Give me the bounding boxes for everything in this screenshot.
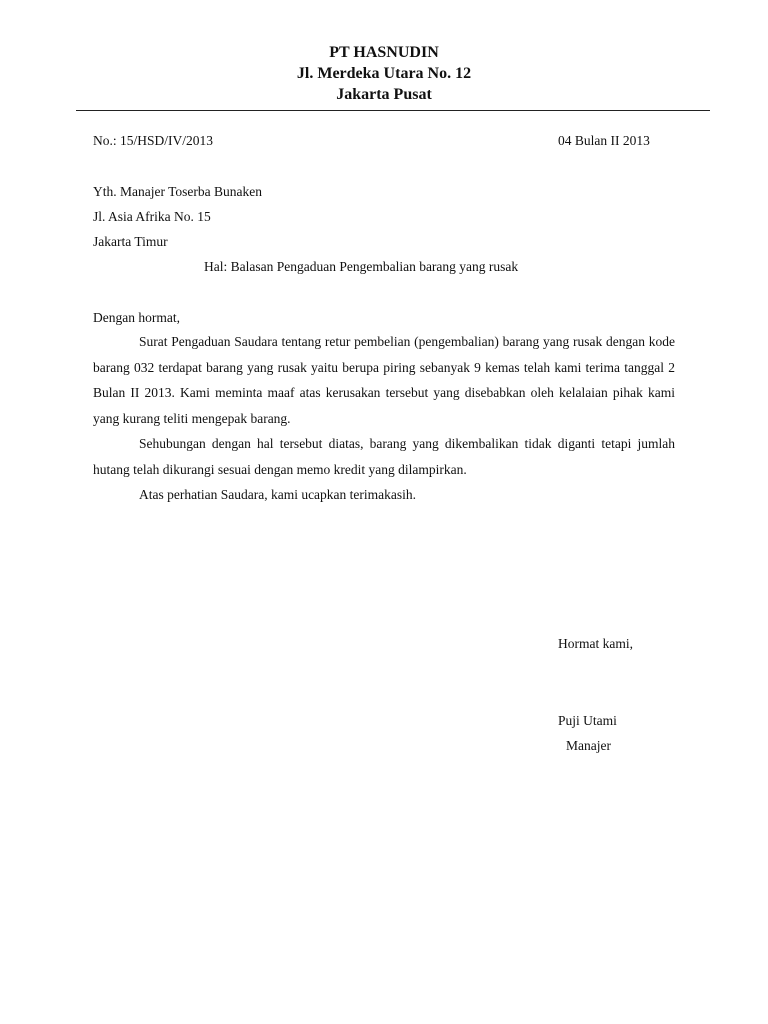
body-paragraph-2-text: Sehubungan dengan hal tersebut diatas, barang yang dikembalikan tidak diganti tetapi jumlah hutang telah dikurangi sesuai dengan memo kredit yang dilampirkan. <box>93 436 675 477</box>
company-city: Jakarta Pusat <box>336 86 432 103</box>
letter-number: No.: 15/HSD/IV/2013 <box>93 133 214 148</box>
letter-date: 04 Bulan II 2013 <box>558 133 650 148</box>
letterhead-divider <box>76 110 710 111</box>
company-name: PT HASNUDIN <box>329 44 439 61</box>
signer-title: Manajer <box>566 738 611 753</box>
body-paragraph-1 <box>93 329 675 431</box>
letter-subject: Hal: Balasan Pengaduan Pengembalian barang yang rusak <box>204 259 519 274</box>
recipient-line-3: Jakarta Timur <box>93 234 168 249</box>
recipient-line-2: Jl. Asia Afrika No. 15 <box>93 209 211 224</box>
body-paragraph-3 <box>93 482 675 508</box>
body-paragraph-3-text: Atas perhatian Saudara, kami ucapkan terimakasih. <box>139 487 417 502</box>
letterhead <box>0 42 768 105</box>
closing-salutation: Hormat kami, <box>558 636 633 651</box>
signer-name: Puji Utami <box>558 713 617 728</box>
recipient-line-1: Yth. Manajer Toserba Bunaken <box>93 184 263 199</box>
greeting: Dengan hormat, <box>93 310 180 325</box>
body-paragraph-2 <box>93 431 675 482</box>
company-address: Jl. Merdeka Utara No. 12 <box>296 65 472 82</box>
body-paragraph-1-text: Surat Pengaduan Saudara tentang retur pembelian (pengembalian) barang yang rusak dengan kode barang 032 terdapat barang yang rusak yaitu berupa piring sebanyak 9 kemas telah kami terima tanggal 2 Bulan II 2013. Kami meminta maaf atas kerusakan tersebut yang disebabkan oleh kelalaian pihak kami yang kurang teliti mengepak barang. <box>93 334 675 426</box>
